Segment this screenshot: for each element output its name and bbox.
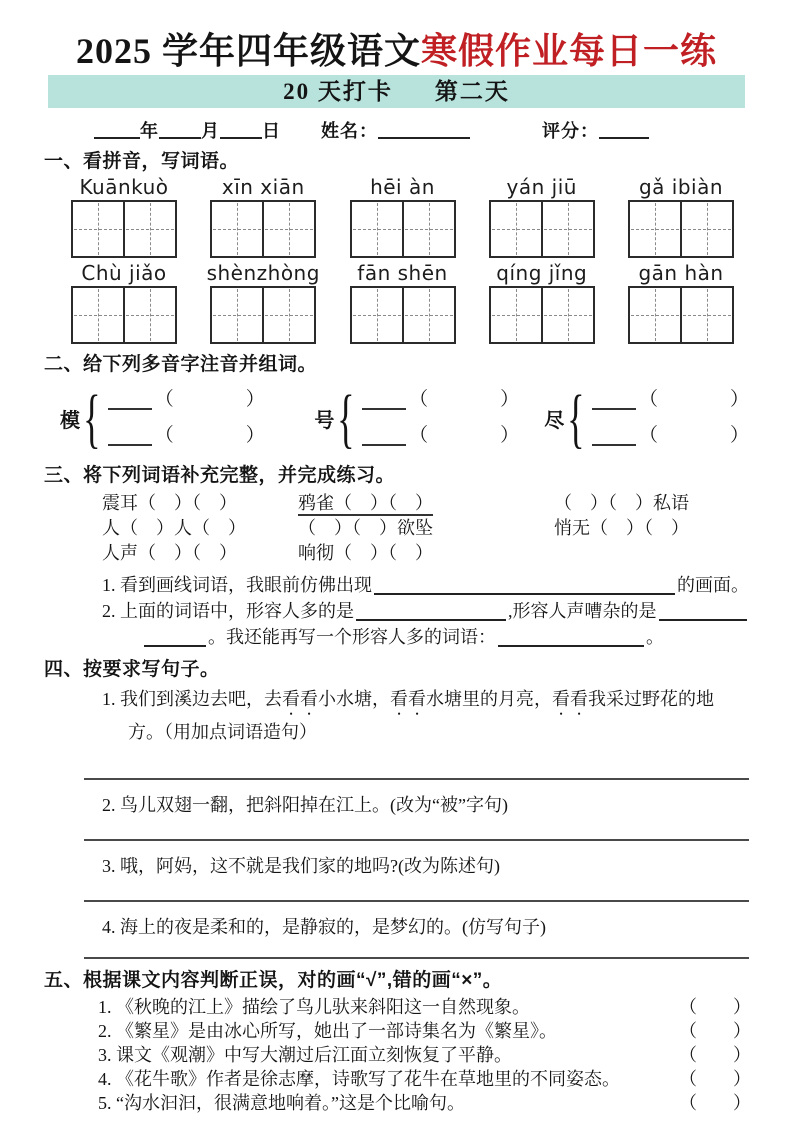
pinyin-label: hēi àn (370, 175, 435, 200)
pinyin-blank[interactable] (108, 397, 152, 410)
sentence-items (44, 686, 749, 959)
word-item (102, 516, 298, 541)
word-item (298, 541, 554, 566)
score-blank[interactable] (599, 125, 649, 139)
sentence-prompt (102, 914, 749, 941)
polyphone-group (314, 381, 544, 455)
day-banner (48, 75, 745, 108)
writing-cell[interactable] (264, 288, 314, 342)
q2-blank-3[interactable] (498, 633, 644, 647)
writing-cell[interactable] (630, 288, 682, 342)
pinyin-blank[interactable] (592, 397, 636, 410)
paren-open: （ (154, 425, 174, 447)
word-item (102, 491, 298, 516)
word-item (298, 491, 554, 516)
word-text[interactable]: 人（ ）人（ ） (102, 518, 246, 539)
pinyin-blank[interactable] (592, 433, 636, 446)
polyphone-answer-line (362, 426, 519, 446)
writing-cell[interactable] (212, 288, 264, 342)
score-label: 评分： (542, 121, 599, 142)
banner-checkin-label: 20 天打卡 (283, 79, 393, 105)
judge-item (98, 1091, 749, 1115)
year-blank[interactable] (94, 125, 140, 139)
paren-open: （ (638, 425, 658, 447)
writing-grid[interactable] (350, 200, 456, 258)
word-item (554, 491, 689, 516)
paren-open: （ (409, 389, 429, 411)
polyphone-answer-line (108, 390, 265, 410)
paren-close: ） (500, 389, 520, 411)
pinyin-grid-rows (44, 176, 749, 344)
judge-text: 2. 《繁星》是由冰心所写，她出了一部诗集名为《繁星》。 (98, 1021, 557, 1042)
writing-cell[interactable] (264, 202, 314, 256)
paren-close: ） (729, 425, 749, 447)
month-label: 月 (201, 121, 220, 142)
writing-grid[interactable] (489, 200, 595, 258)
sentence-answer-line[interactable] (84, 839, 749, 841)
name-label: 姓名： (321, 121, 378, 142)
banner-day-label: 第二天 (434, 79, 510, 105)
q1-text: 1. 看到画线词语，我眼前仿佛出现 (102, 575, 372, 596)
judge-text: 5. “沟水汩汩，很满意地响着。”这是个比喻句。 (98, 1093, 465, 1114)
writing-cell[interactable] (73, 202, 125, 256)
judge-item (98, 1043, 749, 1067)
word-text[interactable]: （ ）（ ）私语 (554, 493, 689, 514)
emphasized-word: 看看 (282, 689, 318, 710)
section2-heading: 二、给下列多音字注音并组词。 (44, 354, 318, 376)
pinyin-word-group (482, 176, 602, 258)
polyphone-character: 模 (60, 409, 80, 432)
polyphone-answer-lines (592, 390, 749, 446)
word-text[interactable]: 人声（ ）（ ） (102, 543, 237, 564)
polyphone-row (60, 382, 749, 454)
day-label: 日 (262, 121, 281, 142)
pinyin-label: gān hàn (638, 261, 724, 286)
pinyin-label: xīn xiān (221, 175, 305, 200)
pinyin-word-group (482, 262, 602, 344)
q1-text-end: 的画面。 (677, 575, 749, 596)
paren-open: （ (638, 389, 658, 411)
emphasized-word: 看看 (390, 689, 426, 710)
polyphone-answer-line (108, 426, 265, 446)
writing-cell[interactable] (630, 202, 682, 256)
polyphone-answer-lines (362, 390, 519, 446)
page-title (0, 0, 793, 72)
prompt-text: 水塘里的月亮， (426, 689, 552, 710)
pinyin-word-group (64, 262, 184, 344)
month-blank[interactable] (159, 125, 201, 139)
sentence-answer-line[interactable] (84, 900, 749, 902)
writing-cell[interactable] (543, 288, 593, 342)
brace-icon: { (337, 381, 355, 455)
brace-icon: { (567, 381, 585, 455)
judge-answer-slot[interactable]: （ ） (679, 1021, 751, 1042)
word-item (102, 541, 298, 566)
title-red: 寒假作业每日一练 (421, 31, 718, 71)
pinyin-word-group (621, 176, 741, 258)
q2-text-end: 。 (646, 627, 664, 648)
writing-grid[interactable] (628, 200, 734, 258)
writing-cell[interactable] (212, 202, 264, 256)
pinyin-blank[interactable] (362, 397, 406, 410)
polyphone-answer-lines (108, 390, 265, 446)
writing-cell[interactable] (352, 288, 404, 342)
writing-grid[interactable] (71, 286, 177, 344)
day-blank[interactable] (220, 125, 262, 139)
pinyin-label: qíng jǐng (496, 261, 588, 286)
brace-icon: { (83, 381, 101, 455)
sentence-prompt (102, 686, 749, 746)
q2-blank-2-continued[interactable] (144, 633, 206, 647)
judge-text: 3. 课文《观潮》中写大潮过后江面立刻恢复了平静。 (98, 1045, 512, 1066)
section4-heading: 四、按要求写句子。 (44, 659, 220, 681)
writing-cell[interactable] (352, 202, 404, 256)
polyphone-character: 号 (314, 409, 335, 432)
pinyin-blank[interactable] (108, 433, 152, 446)
q2-text: 2. 上面的词语中，形容人多的是 (102, 601, 354, 622)
judge-text: 1. 《秋晚的江上》描绘了鸟儿驮来斜阳这一自然现象。 (98, 997, 530, 1018)
prompt-text: 2. 鸟儿双翅一翻，把斜阳掉在江上。(改为“被”字句) (102, 795, 508, 816)
writing-cell[interactable] (491, 288, 543, 342)
word-text[interactable]: 悄无（ ）（ ） (554, 518, 689, 539)
pinyin-label: yán jiū (506, 175, 577, 200)
writing-grid[interactable] (210, 286, 316, 344)
writing-grid[interactable] (210, 200, 316, 258)
writing-grid[interactable] (71, 200, 177, 258)
word-item (554, 516, 689, 541)
writing-cell[interactable] (682, 202, 732, 256)
pinyin-row (64, 262, 741, 344)
polyphone-answer-line (592, 426, 749, 446)
emphasized-word: 看看 (552, 689, 588, 710)
word-completion-rows (102, 491, 749, 566)
pinyin-word-group (64, 176, 184, 258)
writing-cell[interactable] (125, 202, 175, 256)
year-label: 年 (140, 121, 159, 142)
judge-item (98, 1019, 749, 1043)
writing-cell[interactable] (491, 202, 543, 256)
q1-blank[interactable] (374, 581, 675, 595)
pinyin-label: fān shēn (357, 261, 448, 286)
writing-cell[interactable] (543, 202, 593, 256)
section3-heading: 三、将下列词语补充完整，并完成练习。 (44, 465, 396, 487)
pinyin-word-group (621, 262, 741, 344)
section5-heading: 五、根据课文内容判断正误，对的画“√”,错的画“×”。 (44, 970, 503, 992)
q2-text-line2: 。我还能再写一个形容人多的词语： (208, 627, 496, 648)
prompt-text: 3. 哦，阿妈，这不就是我们家的地吗?(改为陈述句) (102, 856, 500, 877)
name-blank[interactable] (378, 125, 470, 139)
word-text[interactable]: 响彻（ ）（ ） (298, 543, 433, 564)
pinyin-label: shènzhòng (206, 261, 320, 286)
prompt-text: 我采过野花的地方。（用加点词语造句） (128, 689, 714, 743)
pinyin-label: Kuānkuò (79, 175, 169, 200)
pinyin-word-group (343, 262, 463, 344)
word-text[interactable]: 鸦雀（ ）（ ） (298, 493, 433, 516)
paren-close: ） (500, 425, 520, 447)
judge-answer-slot[interactable]: （ ） (679, 1069, 751, 1090)
judge-item (98, 1067, 749, 1091)
pinyin-word-group (203, 176, 323, 258)
writing-grid[interactable] (628, 286, 734, 344)
polyphone-group (544, 381, 749, 455)
title-black: 2025 学年四年级语文 (75, 31, 421, 71)
prompt-text: 4. 海上的夜是柔和的，是静寂的，是梦幻的。(仿写句子) (102, 917, 546, 938)
word-row (102, 491, 749, 516)
judge-answer-slot[interactable]: （ ） (679, 997, 751, 1018)
pinyin-label: gǎ ibiàn (638, 175, 724, 200)
question-1 (102, 572, 749, 598)
judge-answer-slot[interactable]: （ ） (679, 1045, 751, 1066)
pinyin-blank[interactable] (362, 433, 406, 446)
section1-heading: 一、看拼音，写词语。 (44, 151, 240, 173)
word-row (102, 541, 749, 566)
paren-close: ） (245, 389, 265, 411)
q2-blank-1[interactable] (356, 607, 506, 621)
judge-items (44, 995, 749, 1115)
sentence-prompt (102, 853, 749, 880)
writing-cell[interactable] (125, 288, 175, 342)
writing-cell[interactable] (682, 288, 732, 342)
prompt-text: 小水塘， (318, 689, 390, 710)
date-line (94, 117, 793, 142)
sentence-prompt (102, 792, 749, 819)
polyphone-answer-line (592, 390, 749, 410)
paren-open: （ (154, 389, 174, 411)
pinyin-word-group (343, 176, 463, 258)
polyphone-answer-line (362, 390, 519, 410)
word-text[interactable]: 震耳（ ）（ ） (102, 493, 237, 514)
question-2-line1 (102, 598, 749, 624)
sentence-answer-line[interactable] (84, 778, 749, 780)
paren-open: （ (409, 425, 429, 447)
writing-cell[interactable] (404, 202, 454, 256)
sentence-answer-line[interactable] (84, 957, 749, 959)
judge-text: 4. 《花牛歌》作者是徐志摩，诗歌写了花牛在草地里的不同姿态。 (98, 1069, 620, 1090)
judge-item (98, 995, 749, 1019)
word-item (298, 516, 554, 541)
word-text[interactable]: （ ）（ ）欲坠 (298, 518, 433, 539)
q2-blank-2[interactable] (659, 607, 748, 621)
paren-close: ） (729, 389, 749, 411)
pinyin-word-group (203, 262, 323, 344)
prompt-text: 1. 我们到溪边去吧，去 (102, 689, 282, 710)
pinyin-label: Chù jiǎo (81, 261, 167, 286)
polyphone-group (60, 381, 314, 455)
pinyin-row (64, 176, 741, 258)
judge-answer-slot[interactable]: （ ） (679, 1093, 751, 1114)
question-2-line2 (142, 624, 749, 650)
word-row (102, 516, 749, 541)
q2-text-mid: ,形容人声嘈杂的是 (508, 601, 657, 622)
writing-grid[interactable] (350, 286, 456, 344)
writing-cell[interactable] (73, 288, 125, 342)
paren-close: ） (245, 425, 265, 447)
writing-cell[interactable] (404, 288, 454, 342)
worksheet-body (44, 150, 749, 1115)
polyphone-character: 尽 (544, 409, 565, 432)
writing-grid[interactable] (489, 286, 595, 344)
